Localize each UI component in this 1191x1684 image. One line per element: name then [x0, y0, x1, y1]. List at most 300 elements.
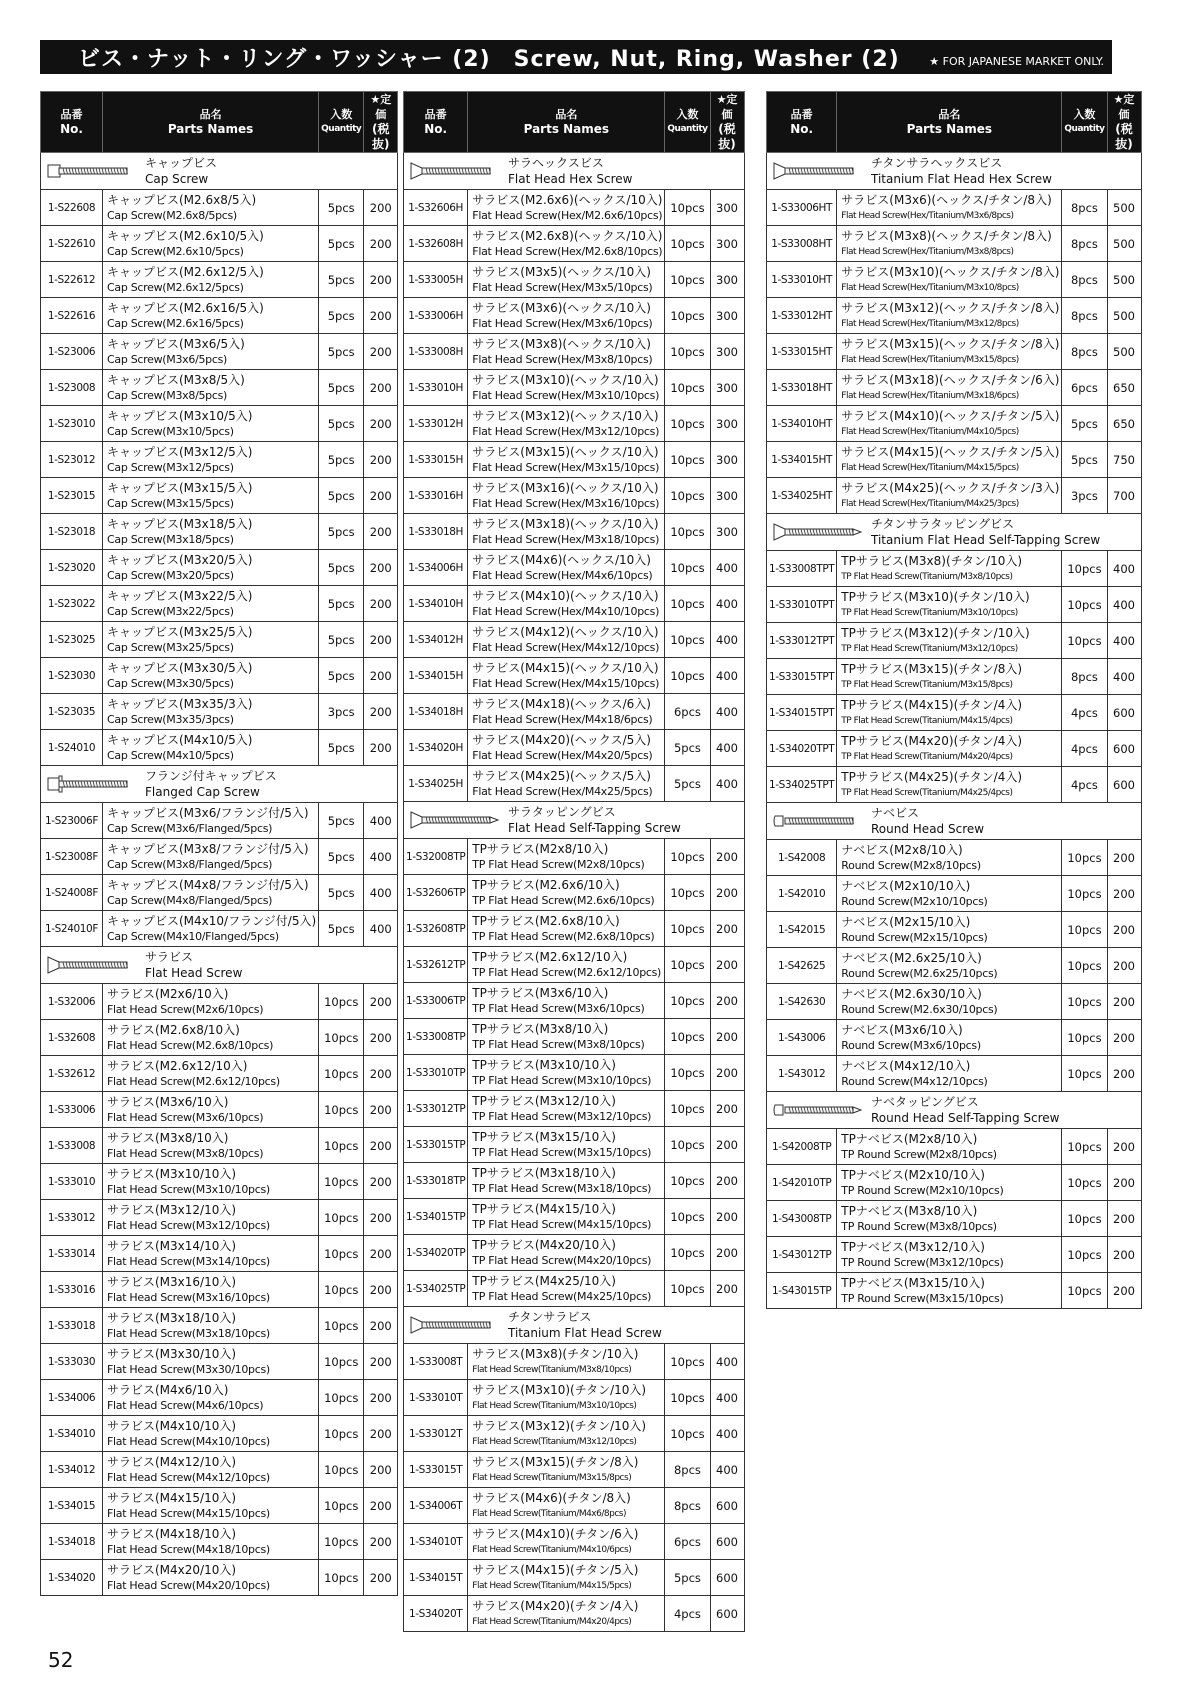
parts-table [766, 91, 1142, 1309]
part-number: 1-S33018 [41, 1308, 103, 1344]
part-price: 200 [710, 1127, 744, 1163]
part-name [468, 1019, 665, 1055]
part-name-jp: サラビス(M4x20)(チタン/4入) [472, 1598, 639, 1613]
part-number: 1-S34015H [404, 658, 468, 694]
part-name [468, 622, 665, 658]
header-part-no-en: No. [60, 122, 83, 136]
part-name-en: Cap Screw(M3x22/5pcs) [107, 604, 234, 618]
part-name-en: Flat Head Screw(M3x8/10pcs) [107, 1146, 264, 1160]
part-price: 200 [364, 442, 398, 478]
part-name [103, 550, 319, 586]
part-name-jp: キャップビス(M4x8/フランジ付/5入) [107, 877, 309, 892]
part-name-jp: サラビス(M4x15/10入) [107, 1490, 237, 1505]
part-name-jp: サラビス(M3x15)(チタン/8入) [472, 1454, 639, 1469]
part-number: 1-S34018H [404, 694, 468, 730]
part-quantity: 10pcs [319, 1308, 364, 1344]
part-quantity: 10pcs [319, 1200, 364, 1236]
part-number: 1-S43012 [767, 1056, 837, 1092]
part-number: 1-S34006 [41, 1380, 103, 1416]
parts-column-2 [403, 91, 745, 1632]
category-row [404, 802, 745, 839]
part-name-jp: キャップビス(M3x35/3入) [107, 696, 253, 711]
part-number: 1-S43008TP [767, 1201, 837, 1237]
part-price: 200 [364, 1164, 398, 1200]
part-price: 200 [364, 1236, 398, 1272]
table-row [404, 262, 745, 298]
part-name-jp: TPサラビス(M4x20/10入) [472, 1237, 616, 1252]
part-quantity: 10pcs [1062, 1056, 1107, 1092]
part-name-jp: サラビス(M4x18/10入) [107, 1526, 237, 1541]
part-price: 300 [710, 442, 744, 478]
part-number: 1-S33012TP [404, 1091, 468, 1127]
part-price: 300 [710, 406, 744, 442]
part-quantity: 5pcs [319, 550, 364, 586]
part-name [103, 1488, 319, 1524]
part-number: 1-S42625 [767, 948, 837, 984]
part-name-en: TP Flat Head Screw(M3x6/10pcs) [472, 1001, 645, 1015]
part-name [468, 1163, 665, 1199]
table-row [767, 587, 1142, 623]
category-row [404, 153, 745, 190]
part-number: 1-S33010TPT [767, 587, 837, 623]
part-number: 1-S34010H [404, 586, 468, 622]
part-quantity: 10pcs [665, 1199, 710, 1235]
table-row [404, 298, 745, 334]
part-quantity: 10pcs [1062, 1165, 1107, 1201]
part-name-en: Flat Head Screw(Hex/Titanium/M4x10/5pcs) [841, 426, 1019, 437]
part-name-jp: キャップビス(M2.6x8/5入) [107, 192, 257, 207]
part-price: 400 [364, 875, 398, 911]
part-number: 1-S32606TP [404, 875, 468, 911]
part-price: 300 [710, 370, 744, 406]
part-price: 400 [1107, 551, 1141, 587]
part-number: 1-S34025HT [767, 478, 837, 514]
part-name [468, 983, 665, 1019]
part-quantity: 10pcs [665, 622, 710, 658]
part-quantity: 10pcs [1062, 876, 1107, 912]
part-number: 1-S42630 [767, 984, 837, 1020]
table-row [767, 1273, 1142, 1309]
part-name-jp: キャップビス(M3x20/5入) [107, 552, 253, 567]
table-row [767, 1165, 1142, 1201]
table-row [404, 190, 745, 226]
part-name-en: TP Round Screw(M3x12/10pcs) [841, 1255, 1004, 1269]
part-price: 200 [364, 514, 398, 550]
part-name-en: Cap Screw(M3x10/5pcs) [107, 424, 234, 438]
part-name [468, 839, 665, 875]
part-quantity: 6pcs [665, 694, 710, 730]
part-price: 400 [1107, 659, 1141, 695]
part-price: 200 [364, 658, 398, 694]
part-price: 300 [710, 262, 744, 298]
part-quantity: 10pcs [319, 1488, 364, 1524]
part-name-jp: TPサラビス(M3x10)(チタン/10入) [841, 589, 1030, 604]
part-name-jp: TPナベビス(M3x8/10入) [841, 1203, 978, 1218]
category-title-en: Titanium Flat Head Screw [508, 1326, 662, 1340]
part-name-en: Flat Head Screw(M3x30/10pcs) [107, 1362, 270, 1376]
part-number: 1-S23015 [41, 478, 103, 514]
part-price: 200 [1107, 1129, 1141, 1165]
part-price: 200 [710, 1271, 744, 1307]
part-name-en: Cap Screw(M3x25/5pcs) [107, 640, 234, 654]
part-name-en: Cap Screw(M3x6/Flanged/5pcs) [107, 821, 273, 835]
part-name-en: TP Flat Head Screw(Titanium/M3x10/10pcs) [841, 607, 1018, 618]
table-row [41, 622, 398, 658]
part-name-jp: キャップビス(M3x10/5入) [107, 408, 253, 423]
part-name [103, 370, 319, 406]
table-row [41, 875, 398, 911]
part-number: 1-S33015T [404, 1452, 468, 1488]
part-name [103, 1092, 319, 1128]
part-quantity: 8pcs [1062, 190, 1107, 226]
table-row [404, 586, 745, 622]
part-price: 200 [364, 1560, 398, 1596]
part-name [837, 948, 1062, 984]
part-price: 200 [364, 1092, 398, 1128]
table-row [41, 370, 398, 406]
part-name [103, 1200, 319, 1236]
part-name [468, 514, 665, 550]
part-quantity: 10pcs [665, 947, 710, 983]
part-quantity: 5pcs [319, 803, 364, 839]
table-row [41, 442, 398, 478]
part-number: 1-S34015TP [404, 1199, 468, 1235]
part-name [103, 984, 319, 1020]
table-row [404, 1127, 745, 1163]
part-name [468, 370, 665, 406]
table-row [404, 550, 745, 586]
part-name-jp: キャップビス(M3x15/5入) [107, 480, 253, 495]
table-row [404, 334, 745, 370]
part-quantity: 5pcs [319, 478, 364, 514]
part-name-en: Flat Head Screw(M4x18/10pcs) [107, 1542, 270, 1556]
part-name [837, 1020, 1062, 1056]
table-row [767, 262, 1142, 298]
part-price: 600 [710, 1524, 744, 1560]
part-price: 200 [710, 875, 744, 911]
part-quantity: 10pcs [1062, 840, 1107, 876]
part-number: 1-S23008F [41, 839, 103, 875]
part-price: 200 [364, 1344, 398, 1380]
part-price: 300 [710, 478, 744, 514]
part-name-en: TP Flat Head Screw(M3x10/10pcs) [472, 1073, 652, 1087]
flat-head-screw-icon [47, 956, 137, 978]
table-header-row [767, 92, 1142, 153]
part-name-jp: サラビス(M4x18)(ヘックス/6入) [472, 696, 651, 711]
round-head-screw-icon [773, 812, 863, 834]
part-price: 300 [710, 334, 744, 370]
part-name-jp: ナベビス(M2x15/10入) [841, 914, 971, 929]
part-quantity: 5pcs [1062, 442, 1107, 478]
part-name [468, 442, 665, 478]
part-name [103, 190, 319, 226]
part-name-en: Flat Head Screw(Hex/M2.6x6/10pcs) [472, 208, 663, 222]
part-number: 1-S34020TPT [767, 731, 837, 767]
part-name-jp: サラビス(M4x15)(チタン/5入) [472, 1562, 639, 1577]
part-quantity: 10pcs [1062, 1129, 1107, 1165]
category-title [508, 155, 633, 187]
part-number: 1-S34006T [404, 1488, 468, 1524]
category-header [41, 153, 398, 190]
part-name-jp: ナベビス(M2x8/10入) [841, 842, 963, 857]
part-quantity: 5pcs [319, 586, 364, 622]
part-name-jp: サラビス(M3x6)(ヘックス/チタン/8入) [841, 192, 1052, 207]
part-number: 1-S42010 [767, 876, 837, 912]
part-name [103, 622, 319, 658]
part-number: 1-S32608 [41, 1020, 103, 1056]
part-price: 200 [364, 1380, 398, 1416]
part-quantity: 10pcs [319, 1236, 364, 1272]
category-row [767, 153, 1142, 190]
part-price: 200 [364, 1308, 398, 1344]
part-name-jp: TPナベビス(M3x12/10入) [841, 1239, 985, 1254]
part-number: 1-S33015HT [767, 334, 837, 370]
part-quantity: 8pcs [1062, 226, 1107, 262]
table-row [41, 1488, 398, 1524]
category-title-jp: サラビス [145, 950, 194, 964]
part-name-jp: TPナベビス(M3x15/10入) [841, 1275, 985, 1290]
part-name [837, 695, 1062, 731]
part-name-en: Flat Head Screw(Hex/M4x25/5pcs) [472, 784, 653, 798]
part-name-en: TP Flat Head Screw(Titanium/M4x25/4pcs) [841, 787, 1013, 798]
header-parts-name-en: Parts Names [906, 122, 993, 136]
part-name-en: Flat Head Screw(Hex/M4x12/10pcs) [472, 640, 660, 654]
part-name-jp: TPサラビス(M3x18/10入) [472, 1165, 616, 1180]
part-name [837, 587, 1062, 623]
table-row [41, 1056, 398, 1092]
part-number: 1-S33015TPT [767, 659, 837, 695]
category-title-jp: チタンサラビス [508, 1310, 592, 1324]
table-row [41, 298, 398, 334]
part-quantity: 10pcs [665, 478, 710, 514]
part-name-jp: TPサラビス(M3x10/10入) [472, 1057, 616, 1072]
part-number: 1-S43006 [767, 1020, 837, 1056]
table-row [404, 442, 745, 478]
part-name-en: TP Flat Head Screw(M3x15/10pcs) [472, 1145, 652, 1159]
part-price: 500 [1107, 226, 1141, 262]
category-title [871, 155, 1052, 187]
part-number: 1-S33018H [404, 514, 468, 550]
part-name-jp: サラビス(M3x14/10入) [107, 1238, 237, 1253]
category-title [508, 1309, 662, 1341]
part-price: 200 [1107, 876, 1141, 912]
part-quantity: 10pcs [665, 1163, 710, 1199]
part-number: 1-S32608H [404, 226, 468, 262]
part-number: 1-S33006HT [767, 190, 837, 226]
part-name [837, 876, 1062, 912]
part-name [468, 1452, 665, 1488]
part-number: 1-S34025H [404, 766, 468, 802]
part-name [837, 912, 1062, 948]
header-parts-name-en: Parts Names [167, 122, 254, 136]
table-row [404, 226, 745, 262]
part-name-jp: キャップビス(M3x30/5入) [107, 660, 253, 675]
part-price: 200 [710, 983, 744, 1019]
part-name [468, 947, 665, 983]
titanium-flat-head-screw-icon [410, 1316, 500, 1338]
part-name [837, 1201, 1062, 1237]
part-quantity: 10pcs [1062, 948, 1107, 984]
category-title-en: Round Head Screw [871, 822, 985, 836]
table-row [41, 334, 398, 370]
part-name-en: Cap Screw(M4x10/Flanged/5pcs) [107, 929, 279, 943]
table-row [404, 478, 745, 514]
part-price: 400 [364, 839, 398, 875]
part-quantity: 5pcs [319, 406, 364, 442]
category-title-jp: ナベタッピングビス [871, 1095, 979, 1109]
part-name [837, 840, 1062, 876]
part-price: 400 [710, 766, 744, 802]
part-price: 200 [364, 586, 398, 622]
market-note: ★ FOR JAPANESE MARKET ONLY. [929, 55, 1104, 68]
part-name [468, 694, 665, 730]
part-name-en: Flat Head Screw(Hex/M3x16/10pcs) [472, 496, 660, 510]
table-row [41, 730, 398, 766]
part-name-jp: サラビス(M3x15)(ヘックス/10入) [472, 444, 659, 459]
header-parts-name-jp: 品名 [938, 108, 961, 121]
part-quantity: 10pcs [665, 1091, 710, 1127]
part-price: 600 [710, 1560, 744, 1596]
part-quantity: 8pcs [1062, 262, 1107, 298]
part-number: 1-S32612TP [404, 947, 468, 983]
table-row [41, 1380, 398, 1416]
part-name [837, 298, 1062, 334]
part-quantity: 5pcs [319, 262, 364, 298]
part-name [468, 1271, 665, 1307]
part-number: 1-S22608 [41, 190, 103, 226]
part-name [103, 442, 319, 478]
table-row [404, 370, 745, 406]
part-number: 1-S33010 [41, 1164, 103, 1200]
part-quantity: 6pcs [665, 1524, 710, 1560]
part-number: 1-S34025TP [404, 1271, 468, 1307]
part-name-en: Round Screw(M4x12/10pcs) [841, 1074, 988, 1088]
part-quantity: 10pcs [319, 1560, 364, 1596]
header-quantity-jp: 入数 [1073, 108, 1096, 121]
part-name-jp: サラビス(M4x6)(ヘックス/10入) [472, 552, 651, 567]
table-row [41, 190, 398, 226]
part-name-jp: サラビス(M3x10/10入) [107, 1166, 237, 1181]
part-name [103, 514, 319, 550]
table-row [767, 406, 1142, 442]
part-name-jp: サラビス(M3x5)(ヘックス/10入) [472, 264, 651, 279]
part-name [103, 694, 319, 730]
part-name-en: Flat Head Screw(Hex/Titanium/M3x12/8pcs) [841, 318, 1019, 329]
part-name-jp: TPサラビス(M2.6x8/10入) [472, 913, 620, 928]
table-row [767, 912, 1142, 948]
part-name [468, 550, 665, 586]
part-price: 200 [364, 1524, 398, 1560]
table-row [767, 370, 1142, 406]
part-number: 1-S22610 [41, 226, 103, 262]
part-quantity: 5pcs [319, 730, 364, 766]
part-quantity: 10pcs [665, 1127, 710, 1163]
part-name-en: TP Round Screw(M2x10/10pcs) [841, 1183, 1004, 1197]
part-quantity: 10pcs [665, 1019, 710, 1055]
part-name-en: TP Flat Head Screw(M2.6x6/10pcs) [472, 893, 655, 907]
part-name-jp: サラビス(M4x6)(チタン/8入) [472, 1490, 631, 1505]
part-number: 1-S33014 [41, 1236, 103, 1272]
category-title-en: Flat Head Hex Screw [508, 172, 633, 186]
part-quantity: 10pcs [665, 839, 710, 875]
part-name-en: TP Flat Head Screw(Titanium/M3x8/10pcs) [841, 571, 1013, 582]
part-quantity: 5pcs [319, 190, 364, 226]
part-name [468, 1416, 665, 1452]
header-price-en: (税抜) [1115, 122, 1133, 151]
part-name-jp: サラビス(M3x10)(ヘックス/チタン/8入) [841, 264, 1060, 279]
part-price: 750 [1107, 442, 1141, 478]
header-part-no-en: No. [790, 122, 814, 136]
part-number: 1-S34015TPT [767, 695, 837, 731]
header-part-no-en: No. [424, 122, 448, 136]
table-row [404, 730, 745, 766]
table-row [404, 1344, 745, 1380]
table-row [41, 658, 398, 694]
part-name-en: TP Round Screw(M3x15/10pcs) [841, 1291, 1004, 1305]
part-price: 200 [364, 370, 398, 406]
part-name-jp: サラビス(M3x12)(ヘックス/10入) [472, 408, 659, 423]
part-name [103, 586, 319, 622]
category-header [767, 153, 1142, 190]
header-quantity-en: Quantity [321, 124, 362, 134]
category-header [767, 803, 1142, 840]
part-name-en: Cap Screw(M3x30/5pcs) [107, 676, 234, 690]
table-row [404, 911, 745, 947]
part-name-jp: サラビス(M3x6/10入) [107, 1094, 229, 1109]
flanged-cap-screw-icon [47, 775, 137, 797]
part-price: 500 [1107, 190, 1141, 226]
header-quantity [1062, 92, 1107, 153]
part-number: 1-S33018TP [404, 1163, 468, 1199]
part-name-jp: サラビス(M2.6x8)(ヘックス/10入) [472, 228, 663, 243]
part-name-jp: サラビス(M2.6x12/10入) [107, 1058, 248, 1073]
part-name-jp: サラビス(M4x10)(チタン/6入) [472, 1526, 639, 1541]
part-name-jp: ナベビス(M3x6/10入) [841, 1022, 963, 1037]
part-name-en: Cap Screw(M3x18/5pcs) [107, 532, 234, 546]
table-row [41, 1128, 398, 1164]
part-name [468, 1091, 665, 1127]
table-row [404, 1416, 745, 1452]
part-name-jp: サラビス(M4x10)(ヘックス/10入) [472, 588, 659, 603]
part-number: 1-S33006H [404, 298, 468, 334]
part-quantity: 5pcs [319, 370, 364, 406]
table-row [41, 1020, 398, 1056]
table-row [41, 550, 398, 586]
part-price: 200 [364, 262, 398, 298]
part-price: 600 [1107, 767, 1141, 803]
table-row [767, 1056, 1142, 1092]
part-number: 1-S32608TP [404, 911, 468, 947]
part-name [468, 911, 665, 947]
part-number: 1-S34010T [404, 1524, 468, 1560]
table-row [404, 875, 745, 911]
part-number: 1-S33010HT [767, 262, 837, 298]
part-name-en: Flat Head Screw(Hex/Titanium/M3x18/6pcs) [841, 390, 1019, 401]
part-name [468, 1344, 665, 1380]
table-row [404, 1163, 745, 1199]
header-price-en: (税抜) [718, 122, 736, 151]
part-name-jp: サラビス(M4x12)(ヘックス/10入) [472, 624, 659, 639]
header-price [710, 92, 744, 153]
part-name-jp: サラビス(M3x12)(ヘックス/チタン/8入) [841, 300, 1060, 315]
part-name-en: Flat Head Screw(M4x20/10pcs) [107, 1578, 270, 1592]
part-quantity: 10pcs [665, 514, 710, 550]
category-title-en: Flat Head Self-Tapping Screw [508, 821, 681, 835]
part-name [837, 1273, 1062, 1309]
category-row [404, 1307, 745, 1344]
part-quantity: 3pcs [1062, 478, 1107, 514]
header-quantity-jp: 入数 [330, 108, 353, 121]
